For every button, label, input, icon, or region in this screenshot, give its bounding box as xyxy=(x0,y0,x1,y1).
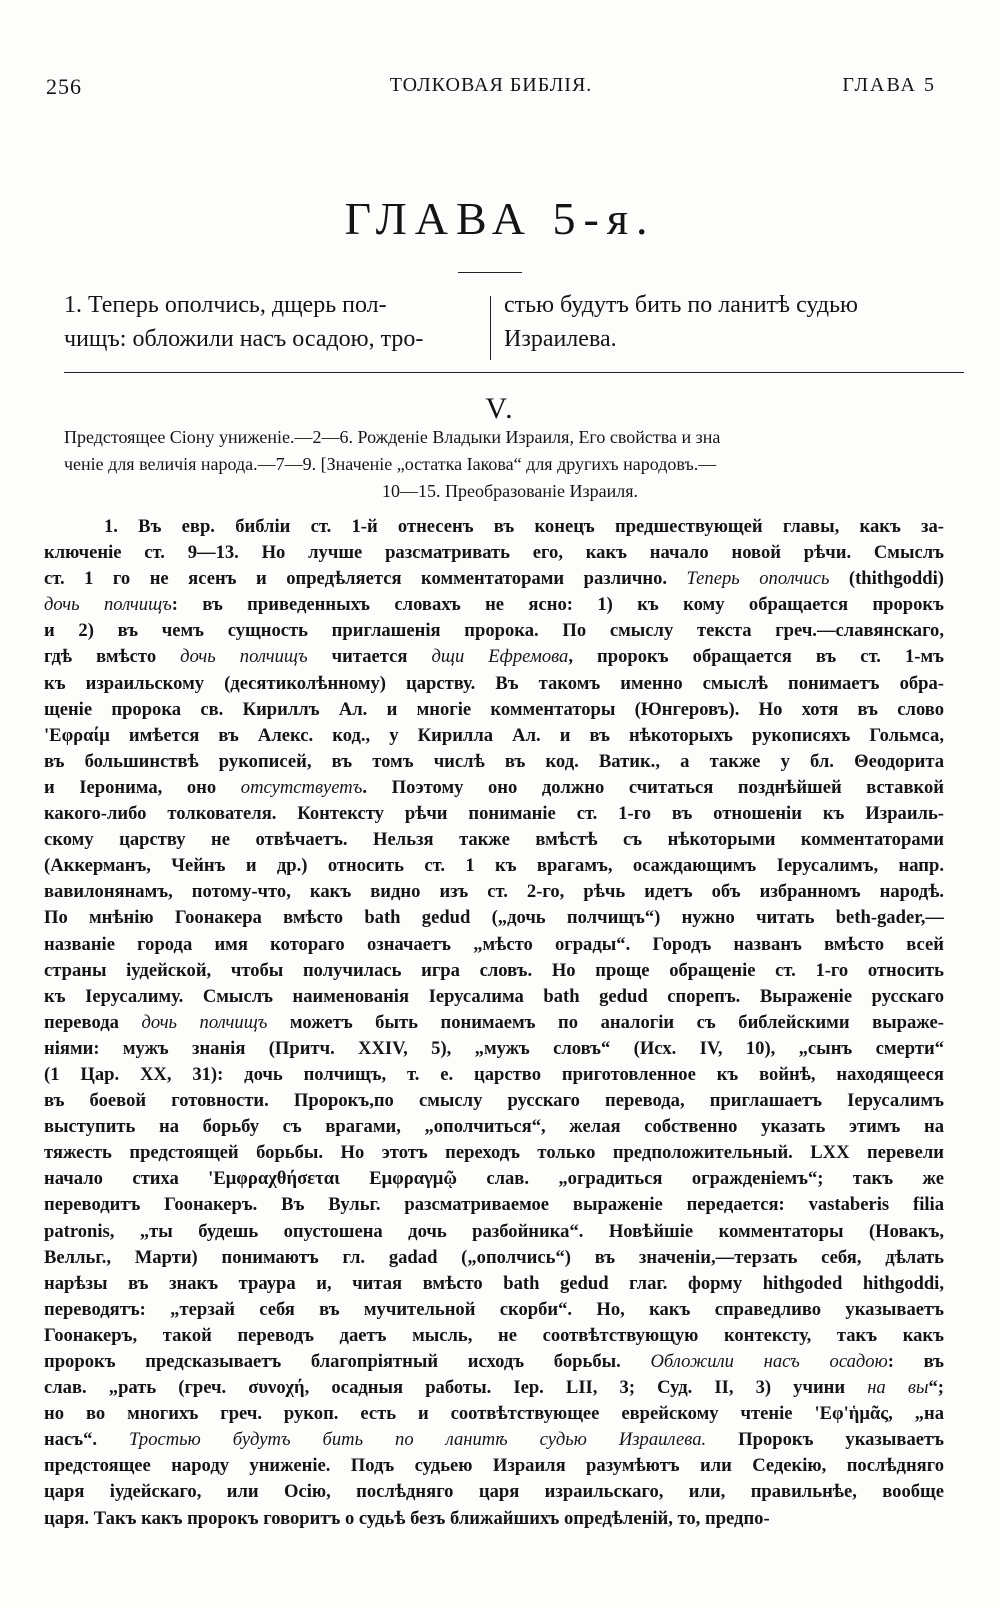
commentary-italic-run: Тростью будутъ бить по ланитѣ судью Израилева. xyxy=(129,1429,707,1451)
commentary-line xyxy=(44,932,944,958)
commentary-run: и 2) въ чемъ сущность приглашенія пророка. По смыслу текста греч.—славянскаго, xyxy=(44,620,944,642)
chapter-label: ГЛАВА 5 xyxy=(842,74,936,96)
commentary-run: царя. Такъ какъ пророкъ говоритъ о судьѣ безъ ближайшихъ опредѣленій, то, предпо- xyxy=(44,1507,770,1529)
commentary-run: : въ приведенныхъ словахъ не ясно: 1) къ кому обращается пророкъ xyxy=(171,594,944,616)
commentary-run: царя іудейскаго, или Осію, послѣдняго царя израильскаго, или, правильнѣе, вообще xyxy=(44,1481,944,1503)
commentary-line xyxy=(44,905,944,931)
commentary-italic-run: Теперь ополчись xyxy=(686,568,830,590)
verse-divider xyxy=(64,372,964,373)
commentary-line xyxy=(44,1166,944,1192)
title-divider xyxy=(458,272,522,273)
commentary-line xyxy=(44,1271,944,1297)
commentary-line xyxy=(44,1375,944,1401)
commentary-run: читается xyxy=(307,646,432,668)
commentary-line xyxy=(44,1453,944,1479)
commentary-line xyxy=(44,853,944,879)
verse-line: чищъ: обложили насъ осадою, тро- xyxy=(64,326,424,352)
commentary-run: страны іудейской, чтобы получилась игра словъ. Но проще обращеніе ст. 1-го относить xyxy=(44,959,944,981)
commentary-run: перевода xyxy=(44,1011,142,1033)
book-title: ТОЛКОВАЯ БИБЛІЯ. xyxy=(389,74,593,96)
section-summary xyxy=(64,424,956,505)
commentary-line xyxy=(44,1427,944,1453)
commentary-line xyxy=(44,697,944,723)
commentary-run: названіе города имя котораго означаетъ „мѣсто ограды“. Городъ названъ вмѣсто всей xyxy=(44,933,944,955)
commentary-run: предстоящее народу униженіе. Подъ судьею Израиля разумѣютъ или Седекію, послѣдняго xyxy=(44,1455,944,1477)
commentary-run: выступить на борьбу съ врагами, „ополчиться“, желая собственно указать этимъ на xyxy=(44,1116,944,1138)
commentary-run: (Аккерманъ, Чейнъ и др.) относить ст. 1 къ врагамъ, осаждающимъ Іерусалимъ, напр. xyxy=(44,855,944,877)
commentary-run: (thithgoddi) xyxy=(829,568,944,590)
commentary-run: переводятъ: „терзай себя въ мучительной скорби“. Но, какъ справедливо указываетъ xyxy=(44,1298,944,1320)
commentary-run: переводитъ Гоонакеръ. Въ Вульг. разсматриваемое выраженіе передается: vastaberis filia xyxy=(44,1194,944,1216)
commentary-run: patronis, „ты будешь опустошена дочь разбойника“. Новѣйшіе комментаторы (Новакъ, xyxy=(44,1220,944,1242)
commentary-run: ніями: мужъ знанія (Притч. XXIV, 5), „мужъ словъ“ (Исх. IV, 10), „сынъ смерти“ xyxy=(44,1037,944,1059)
commentary-line xyxy=(44,1114,944,1140)
commentary-run: къ израильскому (десятиколѣнному) царству. Въ такомъ именно смыслѣ понимаетъ обра- xyxy=(44,672,944,694)
commentary-run: можетъ быть понимаемъ по аналогіи съ библейскими выраже- xyxy=(267,1011,944,1033)
summary-line: Предстоящее Сіону униженіе.—2—6. Рожденіе Владыки Израиля, Его свойства и зна xyxy=(64,427,721,447)
commentary-run: Пророкъ указываетъ xyxy=(706,1429,944,1451)
commentary-italic-run: дочь полчищъ xyxy=(141,1011,268,1033)
commentary-run: Гоонакеръ, такой переводъ даетъ мысль, не соотвѣтствующую контексту, такъ какъ xyxy=(44,1324,944,1346)
commentary-line xyxy=(44,540,944,566)
commentary-run: какого-либо толкователя. Контексту рѣчи пониманіе ст. 1-го въ отношеніи къ Израиль- xyxy=(44,803,944,825)
commentary-line xyxy=(44,1245,944,1271)
commentary-run: вавилонянамъ, потому-что, какъ видно изъ ст. 2-го, рѣчь идетъ объ избранномъ народѣ. xyxy=(44,881,944,903)
column-divider xyxy=(490,296,491,360)
commentary-run: начало стиха 'Εμφραχθήσεται Εμφραγμῷ слав. „оградиться огражденіемъ“; такъ же xyxy=(44,1168,944,1190)
commentary-line xyxy=(44,1297,944,1323)
commentary-run: пророкъ предсказываетъ благопріятный исходъ борьбы. xyxy=(44,1351,651,1372)
commentary-line xyxy=(44,1010,944,1036)
commentary-run: и Іеронима, оно xyxy=(44,776,241,798)
commentary-line xyxy=(44,1401,944,1427)
commentary-italic-run: отсутствуетъ xyxy=(240,776,363,798)
commentary-line xyxy=(44,827,944,853)
commentary-text xyxy=(44,514,944,1532)
verse-right-column xyxy=(504,288,964,356)
commentary-run: (1 Цар. XX, 31): дочь полчищъ, т. е. царство приготовленное къ войнѣ, находящееся xyxy=(44,1063,944,1085)
commentary-line xyxy=(44,984,944,1010)
commentary-line xyxy=(44,749,944,775)
commentary-line xyxy=(44,775,944,801)
commentary-run: гдѣ вмѣсто xyxy=(44,646,181,668)
commentary-line xyxy=(44,1323,944,1349)
commentary-run: Велльг., Марти) понимаютъ гл. gadad („ополчись“) въ значеніи,—терзать себя, дѣлать xyxy=(44,1246,944,1268)
summary-line: 10—15. Преобразованіе Израиля. xyxy=(381,481,638,501)
commentary-run: скому царству не отвѣчаетъ. Нельзя также вмѣстѣ съ нѣкоторыми комментаторами xyxy=(44,829,944,851)
section-numeral: V. xyxy=(485,392,515,425)
commentary-line xyxy=(44,618,944,644)
running-header xyxy=(46,74,936,100)
commentary-run: , пророкъ обращается въ ст. 1-мъ xyxy=(568,646,944,668)
commentary-run: въ большинствѣ рукописей, въ томъ числѣ въ код. Ватик., а также у бл. Θеодорита xyxy=(44,750,944,772)
commentary-line xyxy=(44,566,944,592)
commentary-italic-run: дочь полчищъ xyxy=(180,646,308,668)
commentary-line xyxy=(44,1219,944,1245)
commentary-line xyxy=(44,1192,944,1218)
commentary-line xyxy=(44,1088,944,1114)
commentary-line xyxy=(44,514,944,540)
commentary-run: но во многихъ греч. рукоп. есть и соотвѣтствующее еврейскому чтеніе 'Εφ'ἡμᾶς, „на xyxy=(44,1403,944,1425)
commentary-run: къ Іерусалиму. Смыслъ наименованія Іерусалима bath gedud спорепъ. Выраженіе русскаго xyxy=(44,985,944,1007)
verse-line: Израилева. xyxy=(504,326,617,352)
commentary-run: въ боевой готовности. Пророкъ,по смыслу русскаго перевода, приглашаетъ Іерусалимъ xyxy=(44,1090,944,1112)
verse-line: стью будутъ бить по ланитѣ судью xyxy=(504,292,858,318)
page-number: 256 xyxy=(46,74,82,99)
commentary-italic-run: дочь полчищъ xyxy=(44,594,172,616)
scripture-verse xyxy=(64,288,964,360)
commentary-line xyxy=(44,1062,944,1088)
commentary-line xyxy=(44,1140,944,1166)
commentary-line xyxy=(44,958,944,984)
commentary-line xyxy=(44,1036,944,1062)
commentary-run: нарѣзы въ знакъ траура и, читая вмѣсто bath gedud глаг. форму hithgoded hithgoddi, xyxy=(44,1272,944,1294)
commentary-line xyxy=(44,723,944,749)
commentary-italic-run: на вы xyxy=(867,1377,929,1399)
commentary-italic-run: Обложили насъ осадою xyxy=(650,1351,888,1372)
commentary-line xyxy=(44,644,944,670)
commentary-line xyxy=(44,801,944,827)
commentary-line xyxy=(44,1506,944,1532)
verse-line: 1. Теперь ополчись, дщерь пол- xyxy=(64,292,387,318)
verse-left-column xyxy=(64,288,478,356)
commentary-run: 'Εφραίμ имѣется въ Алекс. код., у Кирилла Ал. и въ нѣкоторыхъ рукописяхъ Гольмса, xyxy=(44,724,944,746)
commentary-run: 1. Въ евр. библіи ст. 1-й отнесенъ въ конецъ предшествующей главы, какъ за- xyxy=(104,516,944,537)
commentary-run: По мнѣнію Гоонакера вмѣсто bath gedud („дочь полчищъ“) нужно читать beth-gader,— xyxy=(44,907,944,929)
commentary-run: : въ xyxy=(887,1351,944,1372)
commentary-run: тяжесть предстоящей борьбы. Но этотъ переходъ только предположительный. LXX перевели xyxy=(44,1142,944,1164)
commentary-run: насъ“. xyxy=(44,1429,130,1451)
commentary-run: ключеніе ст. 9—13. Но лучше разсматривать его, какъ начало новой рѣчи. Смыслъ xyxy=(44,542,944,564)
commentary-run: “; xyxy=(928,1377,944,1399)
summary-line: ченіе для величія народа.—7—9. [Значеніе „остатка Іакова“ для другихъ народовъ.— xyxy=(64,454,717,474)
commentary-run: слав. „рать (греч. συνοχή, осадныя работы. Іер. LII, 3; Суд. II, 3) учини xyxy=(44,1377,868,1399)
commentary-italic-run: дщи Ефремова xyxy=(431,646,569,668)
commentary-run: щеніе пророка св. Кириллъ Ал. и многіе комментаторы (Юнгеровъ). Но хотя въ слово xyxy=(44,698,944,720)
commentary-line xyxy=(44,1349,944,1375)
commentary-line xyxy=(44,879,944,905)
commentary-line xyxy=(44,1479,944,1505)
commentary-run: ст. 1 го не ясенъ и опредѣляется комментаторами различно. xyxy=(44,568,687,590)
commentary-line xyxy=(44,592,944,618)
commentary-line xyxy=(44,671,944,697)
commentary-run: . Поэтому оно должно считаться позднѣйшей вставкой xyxy=(362,776,944,798)
chapter-title: ГЛАВА 5-я. xyxy=(344,193,656,244)
